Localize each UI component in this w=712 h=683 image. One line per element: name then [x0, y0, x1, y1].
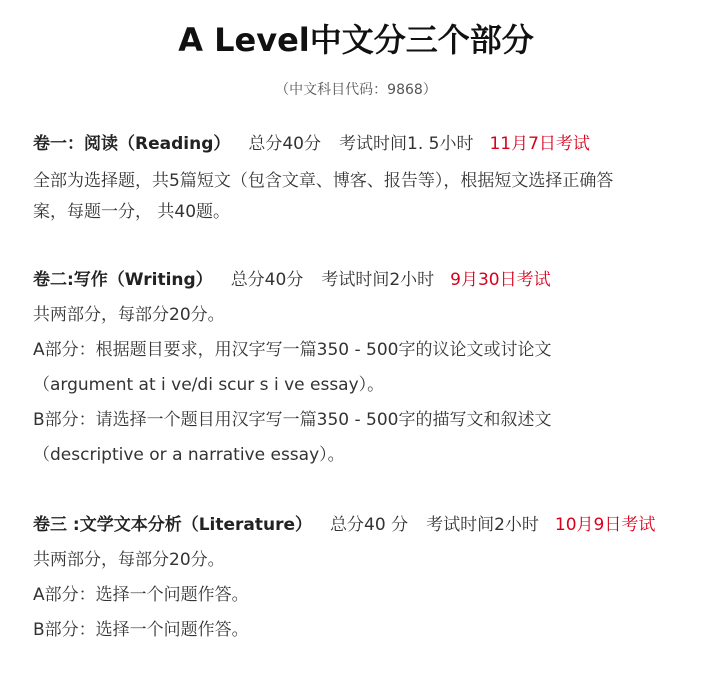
- paper-3-desc-line-3: B部分：选择一个问题作答。: [33, 620, 249, 640]
- paper-3-heading: [33, 512, 655, 538]
- paper-2-desc-line-4: B部分：请选择一个题目用汉字写一篇350 - 500字的描写文和叙述文: [33, 410, 552, 430]
- paper-2-time: 考试时间2小时: [321, 270, 435, 290]
- paper-3-date: 10月9日考试: [554, 515, 656, 535]
- paper-1-date: 11月7日考试: [489, 134, 590, 154]
- paper-2-name: 卷二:写作（Writing）: [33, 270, 213, 290]
- paper-1-heading: [33, 131, 590, 157]
- paper-3-desc-line-2: A部分：选择一个问题作答。: [33, 585, 249, 605]
- paper-2-heading: [33, 267, 551, 293]
- paper-3-total: 总分40 分: [330, 515, 409, 535]
- paper-2-desc-line-2: A部分：根据题目要求，用汉字写一篇350 - 500字的议论文或讨论文: [33, 340, 552, 360]
- paper-3-name: 卷三 :文学文本分析（Literature）: [33, 515, 313, 535]
- page-title: A Level中文分三个部分: [178, 21, 534, 59]
- paper-2-desc-line-5: （descriptive or a narrative essay）。: [33, 445, 345, 465]
- paper-3-desc-line-1: 共两部分，每部分20分。: [33, 550, 225, 570]
- paper-2-date: 9月30日考试: [450, 270, 551, 290]
- paper-3-time: 考试时间2小时: [426, 515, 539, 535]
- paper-2-desc-line-3: （argument at i ve/di scur s i ve essay）。: [33, 375, 385, 395]
- paper-1-name: 卷一：阅读（Reading）: [33, 134, 231, 154]
- paper-1-desc-line-2: 案，每题一分， 共40题。: [33, 202, 231, 222]
- paper-1-time: 考试时间1. 5小时: [339, 134, 474, 154]
- subject-code: （中文科目代码：9868）: [275, 82, 437, 98]
- paper-1-desc-line-1: 全部为选择题，共5篇短文（包含文章、博客、报告等），根据短文选择正确答: [33, 171, 614, 191]
- paper-1-total: 总分40分: [248, 134, 321, 154]
- paper-2-total: 总分40分: [230, 270, 304, 290]
- paper-2-desc-line-1: 共两部分，每部分20分。: [33, 305, 225, 325]
